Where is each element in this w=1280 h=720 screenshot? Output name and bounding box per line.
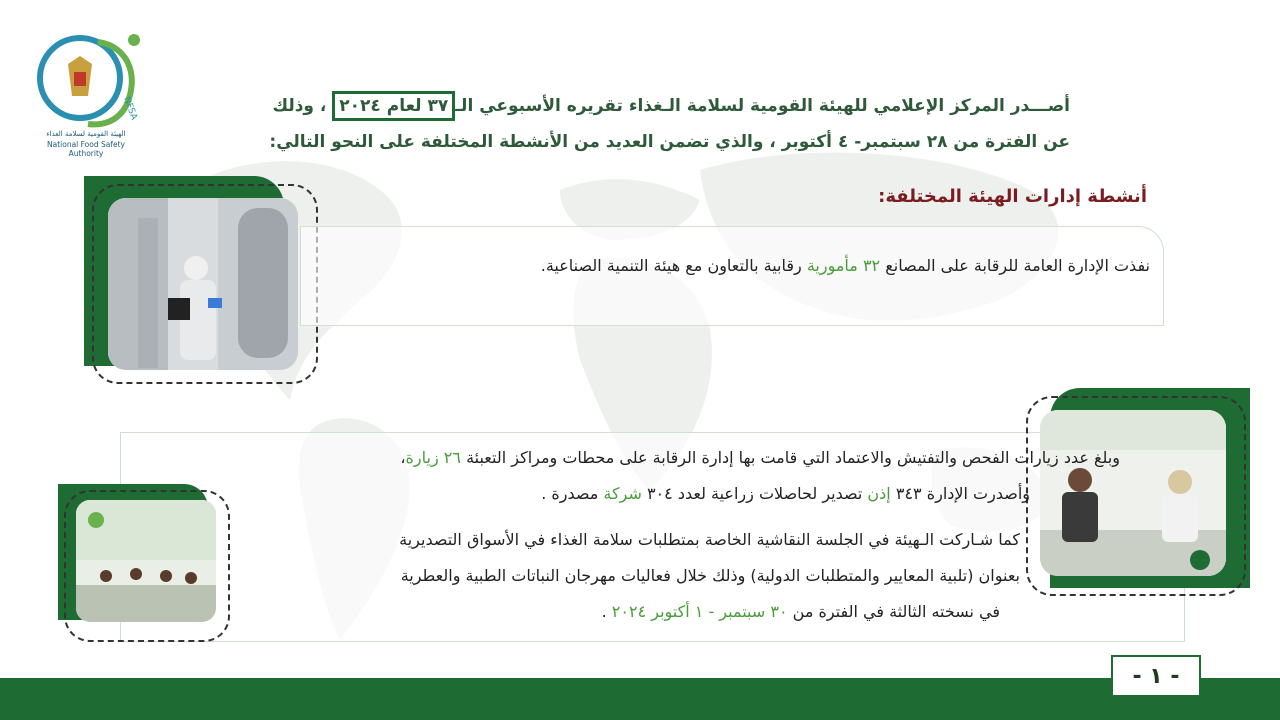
visits-paragraph: وبلغ عدد زيارات الفحص والتفتيش والاعتماد التي قامت بها إدارة الرقابة على محطات ومراكز التعبئة ٢٦ زيارة، [400,448,1120,467]
intro-line-1: أصـــدر المركز الإعلامي للهيئة القومية لسلامة الـغذاء تقريره الأسبوعي الـ٣٧ لعام ٢٠٢٤ ، وذلك [150,88,1070,124]
participation-line-1: كما شـاركت الـهيئة في الجلسة النقاشية الخاصة بمتطلبات سلامة الغذاء في الأسواق التصديرية [399,530,1020,549]
stage-photo-frame [58,484,234,644]
section-item-box [300,226,1164,326]
page-number: - ١ - [1111,655,1201,697]
stage-event-photo [76,500,216,622]
panel-photo-frame [1022,388,1250,600]
participation-line-2: بعنوان (تلبية المعايير والمتطلبات الدولية) وذلك خلال فعاليات مهرجان النباتات الطبية والعطرية [400,566,1020,585]
intro-line-2: عن الفترة من ٢٨ سبتمبر- ٤ أكتوبر ، والذي تضمن العديد من الأنشطة المختلفة على النحو التالي: [269,132,1070,152]
footer-bar [0,678,1280,720]
export-permits-paragraph: وأصدرت الإدارة ٣٤٣ إذن تصدير لحاصلات زراعية لعدد ٣٠٤ شركة مصدرة . [541,484,1030,503]
intro-paragraph [150,88,1070,160]
factory-missions-text: نفذت الإدارة العامة للرقابة على المصانع ٣٢ مأمورية رقابية بالتعاون مع هيئة التنمية الصناعية. [540,256,1150,275]
report-number-highlight: ٣٧ لعام ٢٠٢٤ [332,91,455,121]
svg-text:NFSA: NFSA [121,95,139,122]
section-title: أنشطة إدارات الهيئة المختلفة: [878,186,1147,207]
logo-arabic-name: الهيئة القومية لسلامة الغذاء [46,130,126,138]
logo-english-name: National Food Safety Authority [47,140,125,158]
factory-inspection-photo [108,198,298,370]
panel-session-photo [1040,410,1226,576]
factory-photo-frame [84,176,324,386]
participation-line-3: في نسخته الثالثة في الفترة من ٣٠ سبتمبر - ١ أكتوبر ٢٠٢٤ . [601,602,1000,621]
